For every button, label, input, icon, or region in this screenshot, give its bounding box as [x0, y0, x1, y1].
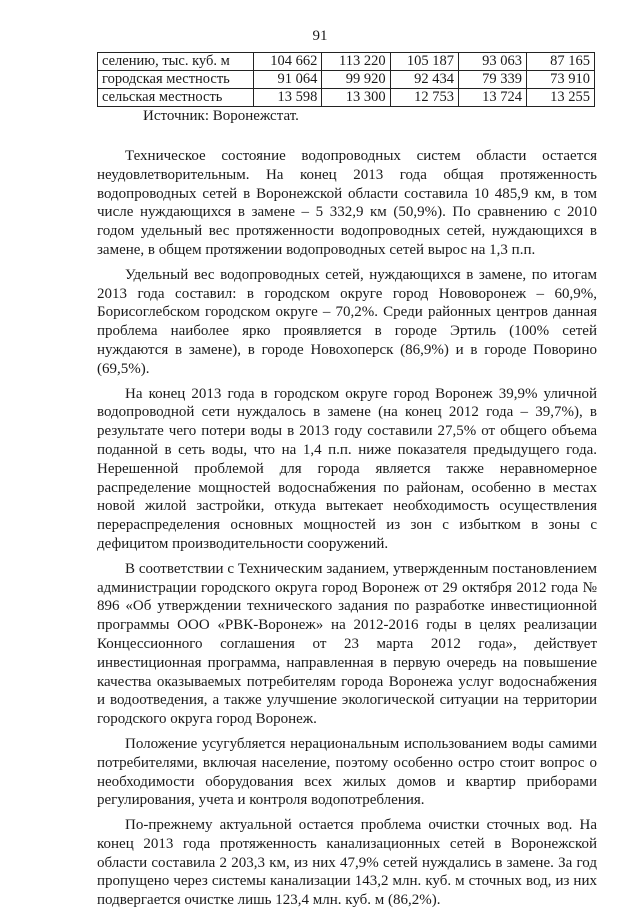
paragraph: В соответствии с Техническим заданием, утвержденным постановлением администрации городского округа город Воронеж от 29 октября 2012 года № 896 «Об утверждении технического задания по разработке инвестиционной программы ООО «РВК-Воронеж» на 2012-2016 годы в целях реализации Концессионного соглашения от 23 марта 2012 года», действует инвестиционная программа, направленная в первую очередь на повышение качества оказываемых потребителям города Воронежа услуг водоснабжения и водоотведения, а также улучшение экологической ситуации на территории городского округа город Воронеж. — [97, 560, 597, 728]
table-cell: 13 598 — [253, 89, 321, 107]
table-cell-label: селению, тыс. куб. м — [98, 53, 254, 71]
table-cell: 105 187 — [390, 53, 458, 71]
table-cell: 93 063 — [458, 53, 526, 71]
table-cell-label: городская местность — [98, 71, 254, 89]
table-cell: 113 220 — [322, 53, 390, 71]
table-cell: 91 064 — [253, 71, 321, 89]
paragraph: Удельный вес водопроводных сетей, нуждающихся в замене, по итогам 2013 года составил: в городском округе город Нововоронеж – 60,9%, Борисоглебском городском округе – 70,2%. Среди районных центров данная проблема наиболее ярко проявляется в городе Эртиль (100% сетей нуждаются в замене), в городе Новохоперск (86,9%) и в городе Поворино (69,5%). — [97, 266, 597, 377]
table-row — [98, 89, 595, 107]
table-cell: 99 920 — [322, 71, 390, 89]
table-cell: 13 724 — [458, 89, 526, 107]
table-cell: 87 165 — [526, 53, 594, 71]
data-table — [97, 52, 595, 107]
table-cell: 104 662 — [253, 53, 321, 71]
table-cell: 13 300 — [322, 89, 390, 107]
table-cell-label: сельская местность — [98, 89, 254, 107]
table-cell: 79 339 — [458, 71, 526, 89]
table-cell: 73 910 — [526, 71, 594, 89]
source-note: Источник: Воронежстат. — [143, 108, 299, 124]
table-cell: 13 255 — [526, 89, 594, 107]
page-number: 91 — [312, 28, 328, 44]
table-row — [98, 53, 595, 71]
paragraph: На конец 2013 года в городском округе город Воронеж 39,9% уличной водопроводной сети нуждалось в замене (на конец 2012 года – 39,7%), в результате чего потери воды в 2013 году составили 27,5% от общего объема поданной в сеть воды, что на 1,4 п.п. ниже показателя предыдущего года. Нерешенной проблемой для города является также неравномерное распределение мощностей водоснабжения по районам, особенно в местах новой жилой застройки, откуда вытекает необходимость осуществления перераспределения основных мощностей из зон с избытком в зоны с дефицитом производительности сооружений. — [97, 385, 597, 552]
paragraph: Положение усугубляется нерациональным использованием воды самими потребителями, включая население, поэтому особенно остро стоит вопрос о необходимости оборудования всех жилых домов и квартир приборами регулирования, учета и контроля водопотребления. — [97, 735, 597, 809]
table-cell: 12 753 — [390, 89, 458, 107]
table-row — [98, 71, 595, 89]
table-cell: 92 434 — [390, 71, 458, 89]
paragraph: По-прежнему актуальной остается проблема очистки сточных вод. На конец 2013 года протяженность канализационных сетей в Воронежской области составила 2 203,3 км, из них 47,9% сетей нуждались в замене. За год пропущено через системы канализации 143,2 млн. куб. м сточных вод, из них подвергается очистке лишь 123,4 млн. куб. м (86,2%). — [97, 817, 597, 909]
body-text — [97, 147, 597, 916]
paragraph: Техническое состояние водопроводных систем области остается неудовлетворительным. На конец 2013 года общая протяженность водопроводных сетей в Воронежской области составила 10 485,9 км, в том числе нуждающихся в замене – 5 332,9 км (50,9%). По сравнению с 2010 годом удельный вес протяженности водопроводных сетей, нуждающихся в замене, в общем протяжении водопроводных сетей вырос на 1,3 п.п. — [97, 148, 597, 258]
